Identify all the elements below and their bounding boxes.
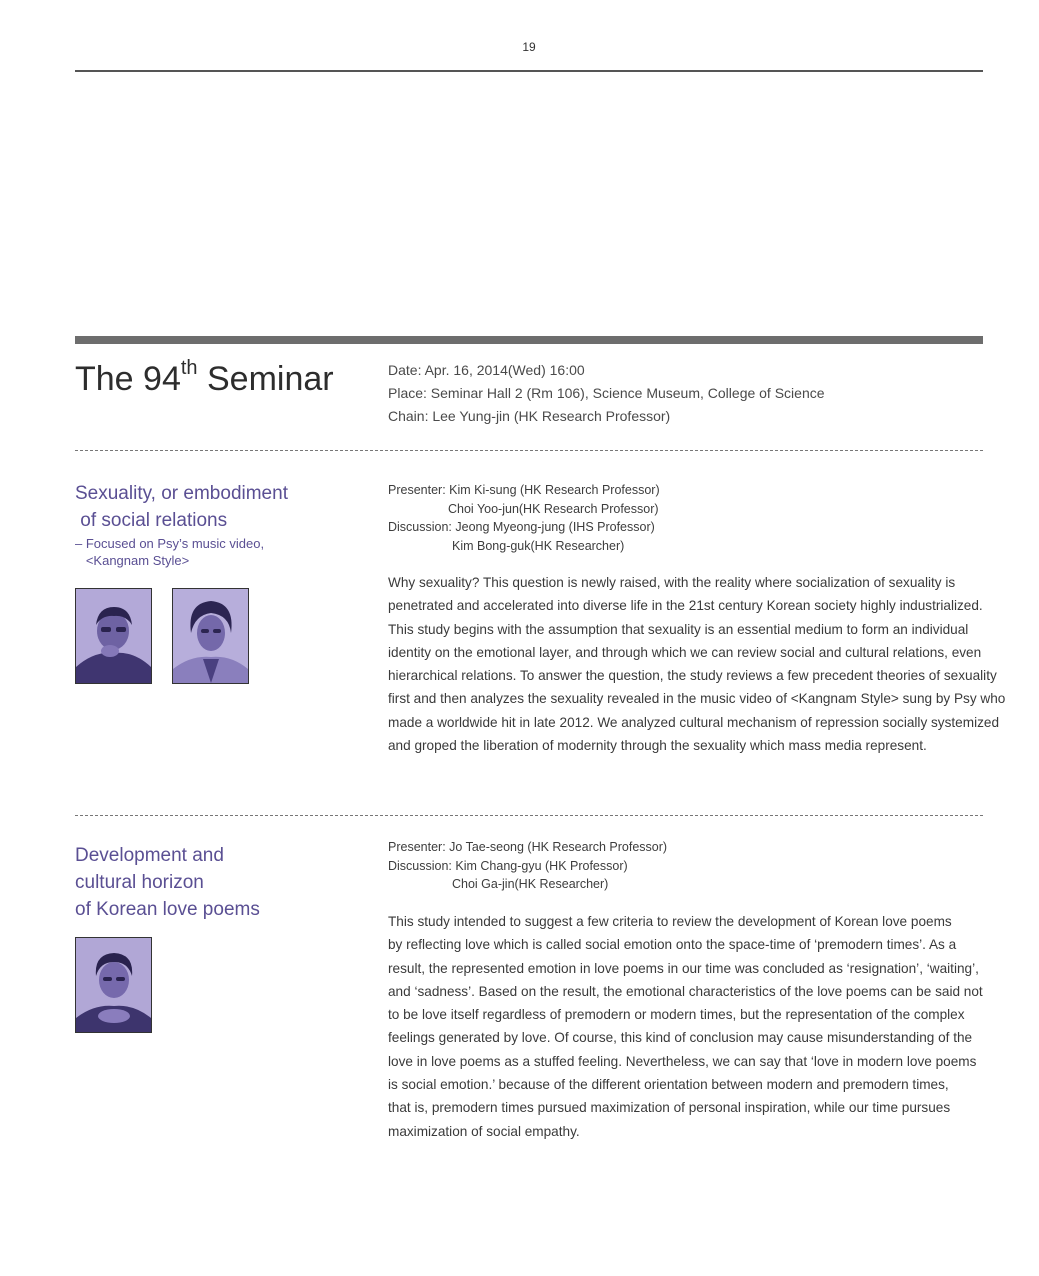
seminar-place: Place: Seminar Hall 2 (Rm 106), Science Museum, College of Science (388, 385, 825, 401)
seminar-header-bar (75, 336, 983, 344)
talk-1-co-presenter: Choi Yoo-jun(HK Research Professor) (448, 501, 659, 516)
presenter-photo-1 (75, 588, 152, 684)
seminar-chair: Chain: Lee Yung-jin (HK Research Professor) (388, 408, 671, 424)
talk-1-subtitle (75, 535, 264, 569)
abstract-line: This study begins with the assumption that sexuality is an essential medium to form an individual (388, 621, 969, 637)
abstract-line: made a worldwide hit in late 2012. We analyzed cultural mechanism of repression socially systemized (388, 714, 1000, 730)
abstract-line: hierarchical relations. To answer the question, the study reviews a few precedent theories of sexuality (388, 668, 997, 684)
talk-2-participants (388, 838, 667, 894)
page-number: 19 (522, 40, 536, 54)
talk-2-title-line: cultural horizon (75, 872, 204, 893)
abstract-line: love in love poems as a stuffed feeling. Nevertheless, we can say that ‘love in modern love poems (388, 1053, 977, 1069)
talk-2-presenter: Presenter: Jo Tae-seong (HK Research Professor) (388, 840, 668, 854)
talk-1-title-line: of social relations (75, 510, 228, 531)
talk-1-presenter: Presenter: Kim Ki-sung (HK Research Professor) (388, 483, 660, 497)
talk-2-discussant: Discussion: Kim Chang-gyu (HK Professor) (388, 858, 628, 873)
presenter-photo-2 (172, 588, 249, 684)
seminar-title-suffix: Seminar (197, 360, 334, 398)
talk-1-co-discussant: Kim Bong-guk(HK Researcher) (452, 538, 625, 553)
abstract-line: maximization of social empathy. (388, 1123, 580, 1139)
section-divider (75, 815, 983, 816)
abstract-line: first and then analyzes the sexuality revealed in the music video of <Kangnam Style> sung by Psy who (388, 691, 1006, 707)
abstract-line: to be love itself regardless of premodern or modern times, but the representation of the complex (388, 1007, 965, 1023)
abstract-line: penetrated and accelerated into diverse life in the 21st century Korean society highly industrialized. (388, 598, 983, 614)
talk-2-title (75, 842, 260, 923)
talk-1-title-line: Sexuality, or embodiment (75, 483, 288, 504)
section-divider (75, 450, 983, 451)
seminar-details (388, 359, 825, 428)
talk-2-abstract (388, 910, 988, 1143)
seminar-title-ordinal: th (180, 356, 198, 379)
talk-2-title-line: Development and (75, 845, 224, 866)
seminar-title-prefix: The 94 (75, 360, 181, 398)
abstract-line: that is, premodern times pursued maximization of personal inspiration, while our time pursues (388, 1100, 951, 1116)
header-divider (75, 70, 983, 72)
talk-1-subtitle-line: <Kangnam Style> (75, 553, 190, 568)
talk-2-title-line: of Korean love poems (75, 899, 260, 920)
abstract-line: and ‘sadness’. Based on the result, the emotional characteristics of the love poems can be said not (388, 983, 983, 999)
abstract-line: is social emotion.’ because of the different orientation between modern and premodern times, (388, 1077, 949, 1093)
seminar-date: Date: Apr. 16, 2014(Wed) 16:00 (388, 362, 585, 378)
abstract-line: feelings generated by love. Of course, this kind of conclusion may cause misunderstanding of the (388, 1030, 973, 1046)
abstract-line: by reflecting love which is called social emotion onto the space-time of ‘premodern times’. As a (388, 937, 957, 953)
talk-1-subtitle-line: – Focused on Psy’s music video, (75, 536, 265, 551)
talk-1-abstract (388, 571, 1006, 757)
person-photo-icon (76, 938, 151, 1032)
talk-1-title (75, 480, 288, 534)
abstract-line: and groped the liberation of modernity through the sexuality which mass media represent. (388, 738, 927, 754)
abstract-line: Why sexuality? This question is newly raised, with the reality where socialization of sexuality is (388, 575, 956, 590)
abstract-line: This study intended to suggest a few criteria to review the development of Korean love poems (388, 914, 952, 929)
person-photo-icon (173, 589, 248, 683)
talk-1-participants (388, 481, 660, 555)
person-photo-icon (76, 589, 151, 683)
talk-1-discussant: Discussion: Jeong Myeong-jung (IHS Professor) (388, 520, 655, 534)
seminar-title (75, 356, 334, 399)
abstract-line: identity on the emotional layer, and through which we can review social and cultural relations, even (388, 644, 982, 660)
abstract-line: result, the represented emotion in love poems in our time was concluded as ‘resignation’, ‘waiting’, (388, 960, 979, 976)
presenter-photo-3 (75, 937, 152, 1033)
talk-2-co-discussant: Choi Ga-jin(HK Researcher) (452, 877, 609, 891)
